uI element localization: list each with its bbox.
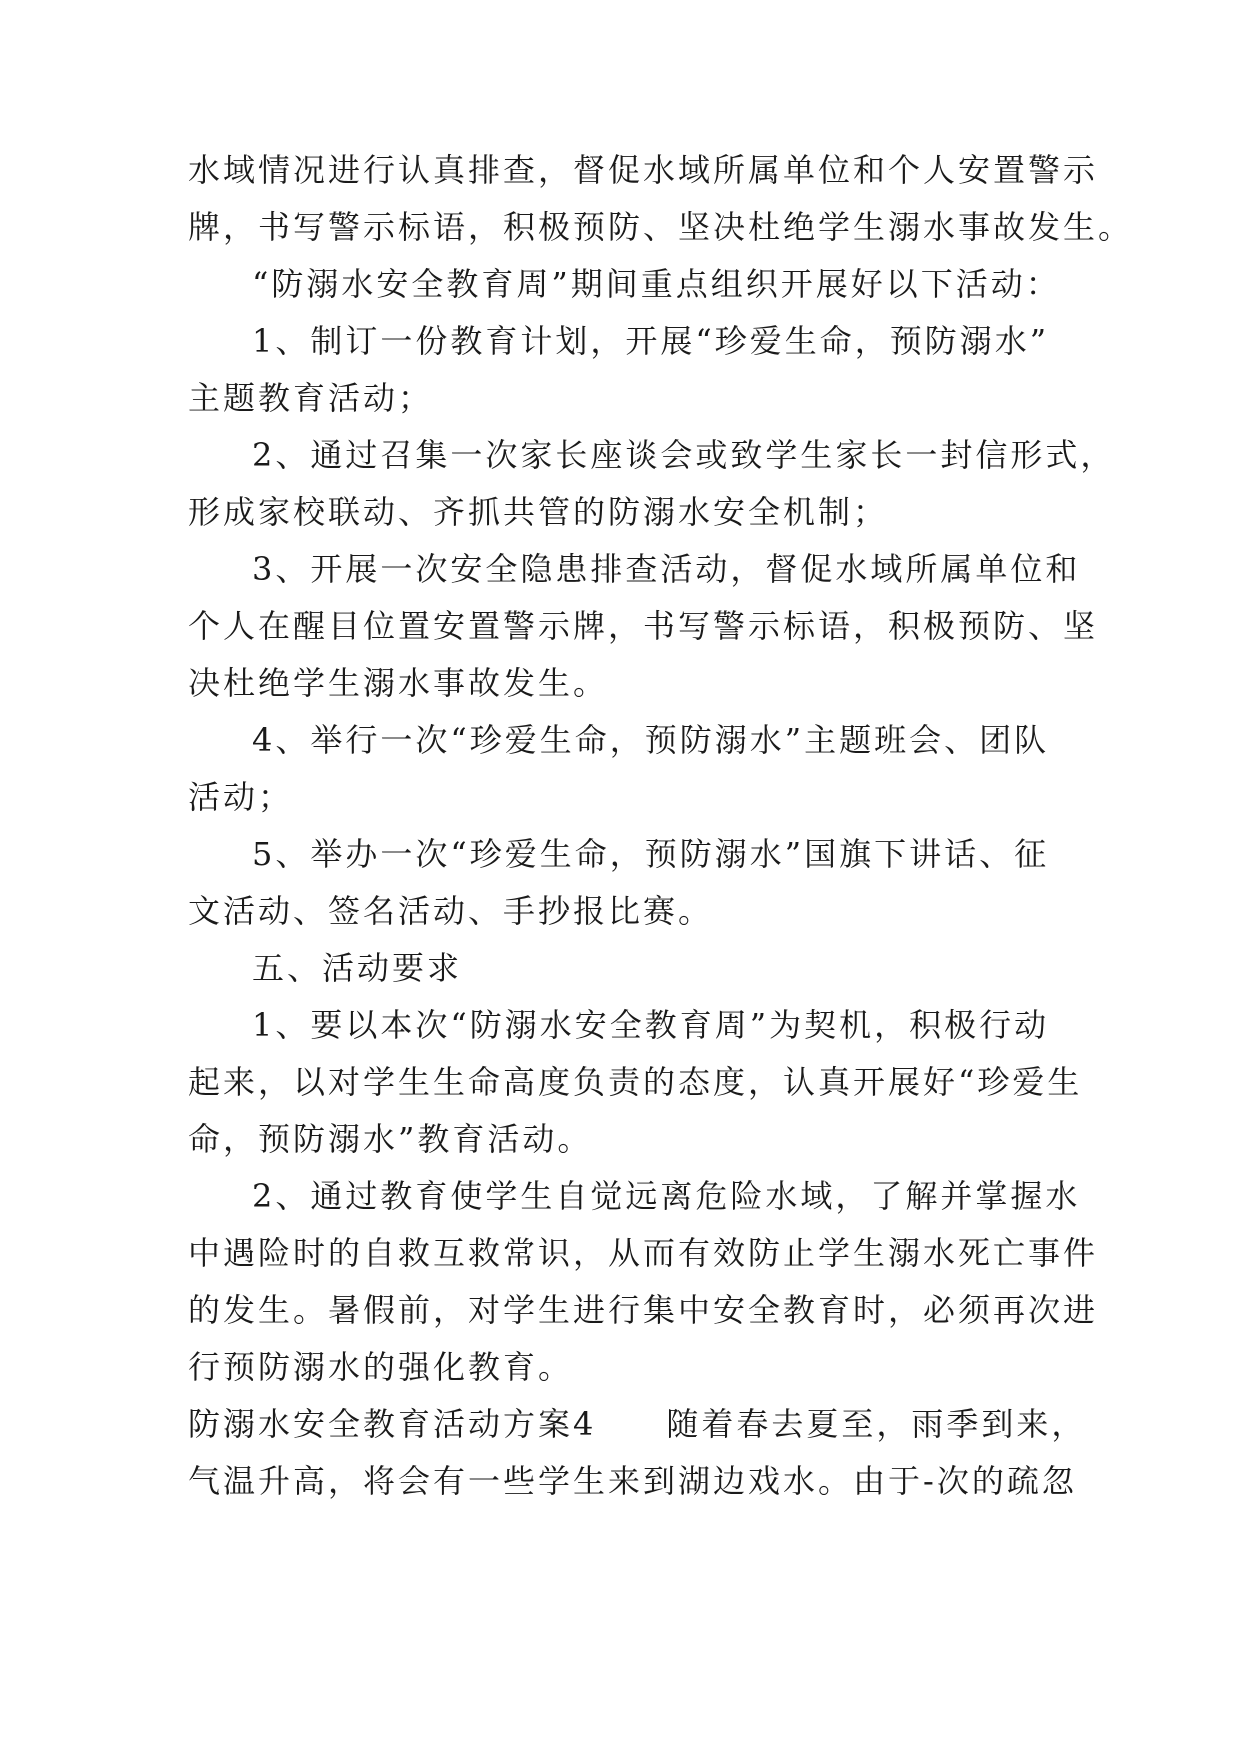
text-line: 水域情况进行认真排查，督促水域所属单位和个人安置警示 xyxy=(188,151,1099,189)
text-line: 2、通过教育使学生自觉远离危险水域，了解并掌握水 xyxy=(252,1177,1081,1215)
text-line: 牌，书写警示标语，积极预防、坚决杜绝学生溺水事故发生。 xyxy=(188,208,1134,246)
section-heading: 五、活动要求 xyxy=(252,949,463,987)
text-line: 气温升高，将会有一些学生来到湖边戏水。由于-次的疏忽 xyxy=(188,1462,1077,1500)
text-line: 主题教育活动； xyxy=(188,379,434,417)
text-line: 决杜绝学生溺水事故发生。 xyxy=(188,664,609,702)
text-line: 3、开展一次安全隐患排查活动，督促水域所属单位和 xyxy=(252,550,1081,588)
text-line: 命，预防溺水”教育活动。 xyxy=(188,1120,593,1158)
text-line: “防溺水安全教育周”期间重点组织开展好以下活动： xyxy=(252,265,1061,303)
text-line: 2、通过召集一次家长座谈会或致学生家长一封信形式， xyxy=(252,436,1116,474)
text-line: 防溺水安全教育活动方案4 随着春去夏至，雨季到来， xyxy=(188,1405,1087,1443)
text-line: 的发生。暑假前，对学生进行集中安全教育时，必须再次进 xyxy=(188,1291,1099,1329)
text-line: 行预防溺水的强化教育。 xyxy=(188,1348,574,1386)
text-line: 4、举行一次“珍爱生命，预防溺水”主题班会、团队 xyxy=(252,721,1050,759)
text-line: 起来，以对学生生命高度负责的态度，认真开展好“珍爱生 xyxy=(188,1063,1083,1101)
text-line: 1、制订一份教育计划，开展“珍爱生命，预防溺水” xyxy=(252,322,1050,360)
text-line: 活动； xyxy=(188,778,294,816)
text-line: 5、举办一次“珍爱生命，预防溺水”国旗下讲话、征 xyxy=(252,835,1050,873)
text-line: 个人在醒目位置安置警示牌，书写警示标语，积极预防、坚 xyxy=(188,607,1099,645)
text-line: 文活动、签名活动、手抄报比赛。 xyxy=(188,892,714,930)
text-line: 1、要以本次“防溺水安全教育周”为契机，积极行动 xyxy=(252,1006,1050,1044)
text-line: 形成家校联动、齐抓共管的防溺水安全机制； xyxy=(188,493,889,531)
text-line: 中遇险时的自救互救常识，从而有效防止学生溺水死亡事件 xyxy=(188,1234,1099,1272)
